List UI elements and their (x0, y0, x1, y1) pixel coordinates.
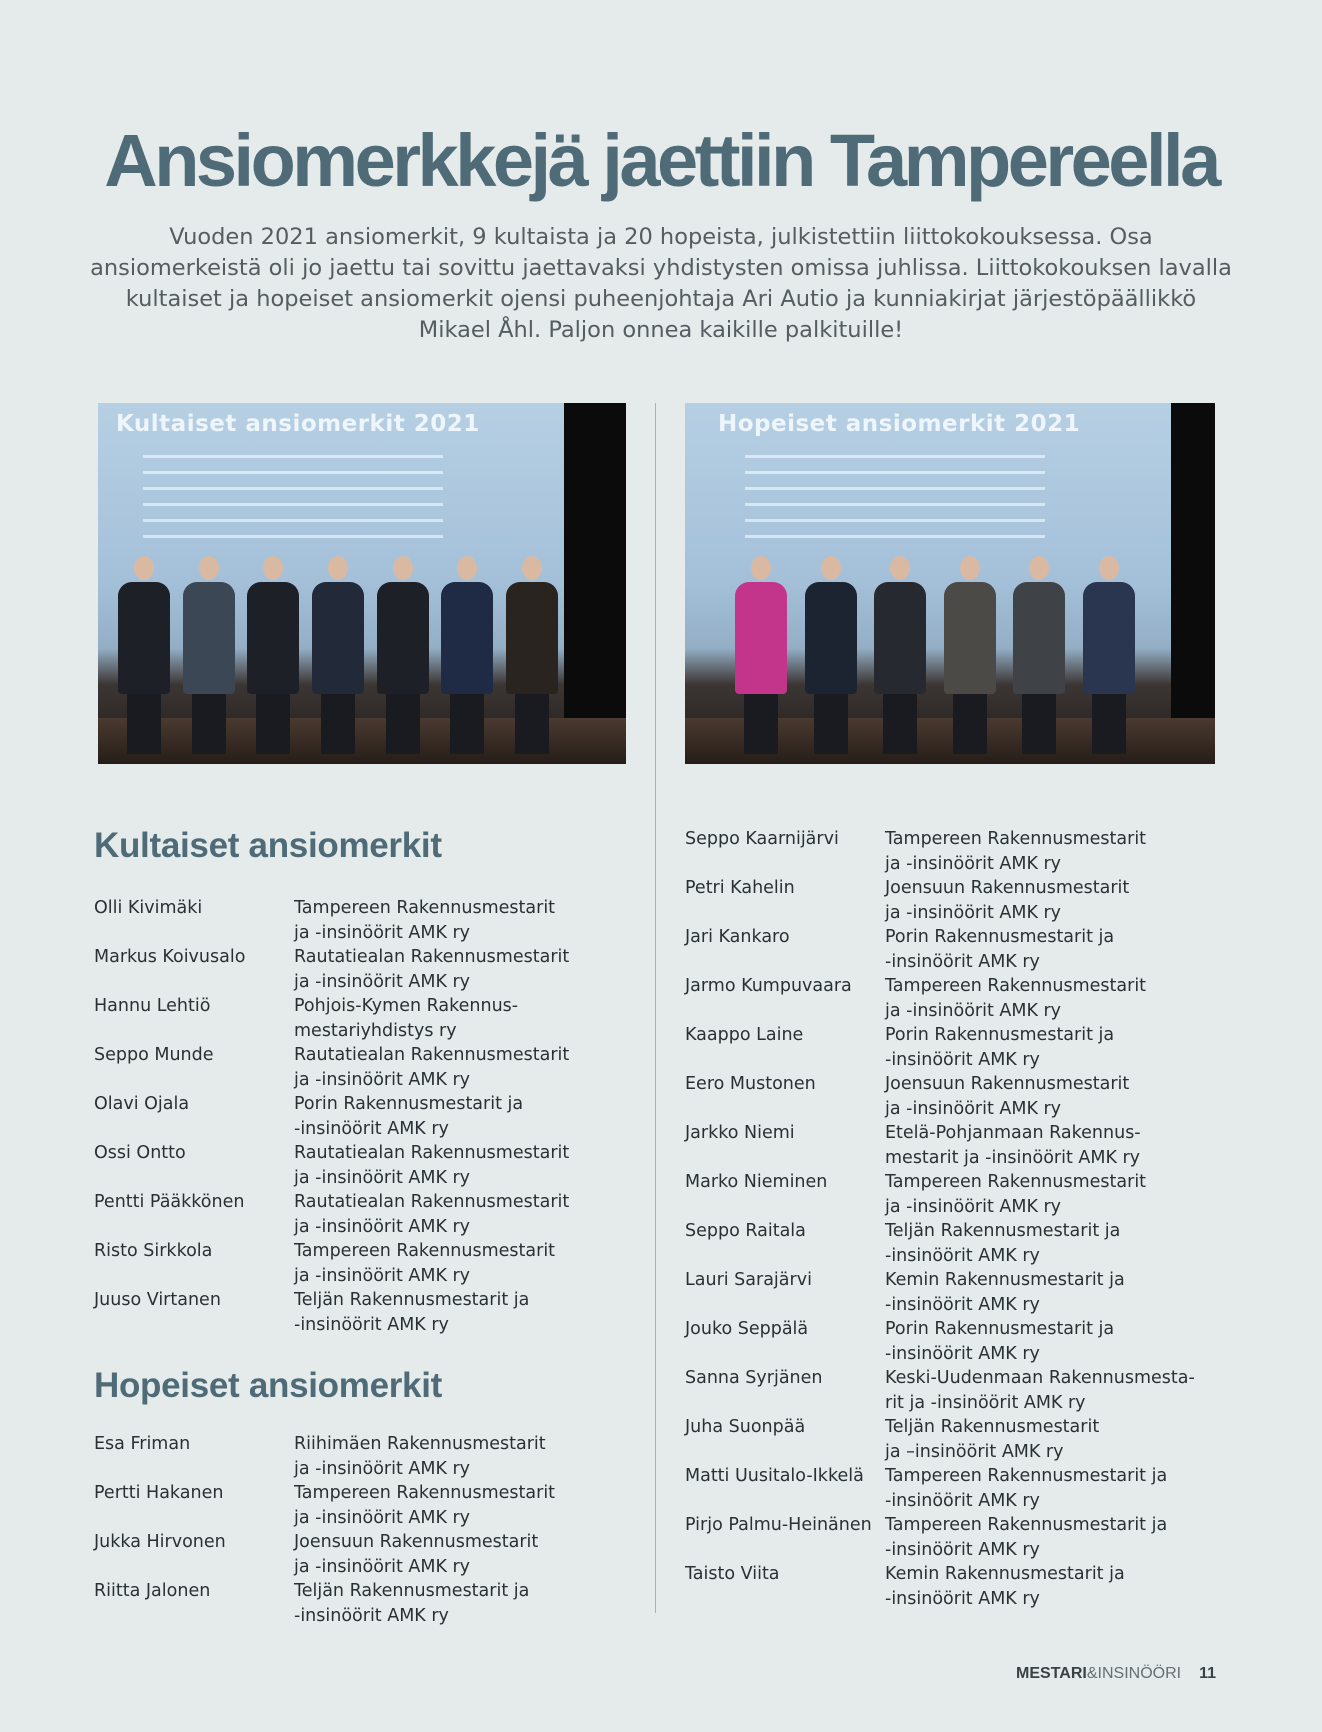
recipient-name: Jarmo Kumpuvaara (685, 976, 852, 996)
recipient-association (294, 1579, 614, 1628)
association-line-2: -insinöörit AMK ry (885, 951, 1040, 972)
recipient-association (885, 1366, 1225, 1415)
association-line-1: Pohjois-Kymen Rakennus- (294, 996, 519, 1016)
association-line-2: ja -insinöörit AMK ry (294, 971, 471, 992)
people-group (735, 544, 1135, 754)
recipient-name: Sanna Syrjänen (685, 1368, 823, 1388)
association-line-1: Rautatiealan Rakennusmestarit (294, 947, 570, 967)
association-line-2: -insinöörit AMK ry (885, 1049, 1040, 1070)
association-line-1: Etelä-Pohjanmaan Rakennus- (885, 1123, 1141, 1143)
association-line-2: -insinöörit AMK ry (294, 1314, 449, 1335)
recipient-association (885, 1464, 1225, 1513)
association-line-1: Porin Rakennusmestarit ja (294, 1094, 524, 1114)
recipient-association (885, 1513, 1225, 1562)
person-figure (805, 556, 857, 754)
association-line-1: Joensuun Rakennusmestarit (885, 1074, 1130, 1094)
association-line-1: Tampereen Rakennusmestarit ja (885, 1466, 1168, 1486)
list-item (94, 1481, 614, 1530)
association-line-2: ja -insinöörit AMK ry (885, 1196, 1062, 1217)
association-line-1: Teljän Rakennusmestarit ja (294, 1581, 530, 1601)
list-item (685, 974, 1225, 1023)
recipient-association (885, 1072, 1225, 1121)
association-line-1: Tampereen Rakennusmestarit (294, 1483, 556, 1503)
association-line-1: Tampereen Rakennusmestarit (885, 829, 1147, 849)
recipient-association (294, 1288, 614, 1337)
association-line-1: Keski-Uudenmaan Rakennusmesta- (885, 1368, 1195, 1388)
association-line-2: ja -insinöörit AMK ry (885, 1000, 1062, 1021)
recipient-name: Pirjo Palmu-Heinänen (685, 1515, 872, 1535)
person-figure (944, 556, 996, 754)
association-line-1: Rautatiealan Rakennusmestarit (294, 1045, 570, 1065)
recipient-association (885, 1415, 1225, 1464)
association-line-1: Tampereen Rakennusmestarit (294, 898, 556, 918)
list-item (685, 876, 1225, 925)
recipient-name: Pentti Pääkkönen (94, 1192, 245, 1212)
recipient-name: Juuso Virtanen (94, 1290, 221, 1310)
list-item (685, 1562, 1225, 1611)
silver-list-right (685, 827, 1225, 1611)
recipient-association (294, 896, 614, 945)
recipient-name: Riitta Jalonen (94, 1581, 211, 1601)
recipient-name: Kaappo Laine (685, 1025, 804, 1045)
recipient-association (885, 1562, 1225, 1611)
recipient-association (294, 1239, 614, 1288)
association-line-1: Teljän Rakennusmestarit (885, 1417, 1100, 1437)
recipient-association (294, 1530, 614, 1579)
photo-silver-recipients (685, 403, 1215, 764)
list-item (685, 1268, 1225, 1317)
recipient-association (294, 1043, 614, 1092)
association-line-2: ja -insinöörit AMK ry (294, 1069, 471, 1090)
recipient-name: Pertti Hakanen (94, 1483, 224, 1503)
slide-text-lines (143, 455, 443, 551)
recipient-name: Seppo Munde (94, 1045, 214, 1065)
recipient-association (294, 1481, 614, 1530)
heading-gold: Kultaiset ansiomerkit (94, 826, 442, 865)
association-line-1: Rautatiealan Rakennusmestarit (294, 1143, 570, 1163)
list-item (685, 1464, 1225, 1513)
list-item (685, 1072, 1225, 1121)
list-item (685, 1317, 1225, 1366)
page-title: Ansiomerkkejä jaettiin Tampereella (104, 119, 1218, 202)
association-line-2: ja -insinöörit AMK ry (294, 1556, 471, 1577)
association-line-2: ja -insinöörit AMK ry (294, 1265, 471, 1286)
list-item (94, 1432, 614, 1481)
person-figure (118, 556, 170, 754)
association-line-2: -insinöörit AMK ry (885, 1539, 1040, 1560)
association-line-1: Rautatiealan Rakennusmestarit (294, 1192, 570, 1212)
association-line-1: Porin Rakennusmestarit ja (885, 1319, 1115, 1339)
association-line-2: rit ja -insinöörit AMK ry (885, 1392, 1086, 1413)
association-line-2: ja -insinöörit AMK ry (294, 1507, 471, 1528)
association-line-2: ja –insinöörit AMK ry (885, 1441, 1064, 1462)
footer (1016, 1665, 1216, 1683)
association-line-2: ja -insinöörit AMK ry (885, 902, 1062, 923)
person-figure (735, 556, 787, 754)
footer-brand: MESTARI (1016, 1665, 1087, 1682)
person-figure (183, 556, 235, 754)
photo-gold-recipients (98, 403, 626, 764)
list-item (94, 1239, 614, 1288)
silver-list-left (94, 1432, 614, 1628)
association-line-2: -insinöörit AMK ry (885, 1245, 1040, 1266)
recipient-association (294, 1092, 614, 1141)
slide-text-lines (745, 455, 1045, 551)
recipient-association (885, 876, 1225, 925)
association-line-2: ja -insinöörit AMK ry (885, 1098, 1062, 1119)
recipient-association (294, 1141, 614, 1190)
association-line-2: mestarit ja -insinöörit AMK ry (885, 1147, 1141, 1168)
gold-list (94, 896, 614, 1337)
recipient-association (885, 1268, 1225, 1317)
recipient-association (885, 1219, 1225, 1268)
association-line-2: ja -insinöörit AMK ry (885, 853, 1062, 874)
recipient-association (294, 945, 614, 994)
list-item (685, 827, 1225, 876)
association-line-1: Riihimäen Rakennusmestarit (294, 1434, 546, 1454)
recipient-name: Esa Friman (94, 1434, 191, 1454)
list-item (94, 1092, 614, 1141)
recipient-name: Jari Kankaro (685, 927, 790, 947)
slide-title-silver: Hopeiset ansiomerkit 2021 (718, 411, 1081, 437)
stage-curtain (564, 403, 626, 764)
association-line-2: -insinöörit AMK ry (885, 1343, 1040, 1364)
page-number: 11 (1199, 1665, 1216, 1682)
association-line-1: Tampereen Rakennusmestarit (885, 976, 1147, 996)
association-line-1: Porin Rakennusmestarit ja (885, 1025, 1115, 1045)
recipient-name: Juha Suonpää (685, 1417, 806, 1437)
association-line-2: -insinöörit AMK ry (294, 1605, 449, 1626)
association-line-1: Tampereen Rakennusmestarit ja (885, 1515, 1168, 1535)
recipient-association (885, 1023, 1225, 1072)
list-item (685, 1170, 1225, 1219)
association-line-1: Kemin Rakennusmestarit ja (885, 1564, 1125, 1584)
association-line-1: Tampereen Rakennusmestarit (885, 1172, 1147, 1192)
intro-paragraph: Vuoden 2021 ansiomerkit, 9 kultaista ja 20 hopeista, julkistettiin liittokokouksessa. Osa ansiomerkeistä oli jo jaettu tai sovittu jaettavaksi yhdistysten omissa juhlissa. Liittokokouksen lavalla kultaiset ja hopeiset ansiomerkit ojensi puheenjohtaja Ari Autio ja kunniakirjat järjestöpäällikkö Mikael Åhl. Paljon onnea kaikille palkituille! (90, 224, 1232, 343)
recipient-name: Ossi Ontto (94, 1143, 186, 1163)
association-line-2: ja -insinöörit AMK ry (294, 1167, 471, 1188)
list-item (94, 994, 614, 1043)
list-item (685, 925, 1225, 974)
list-item (94, 945, 614, 994)
association-line-1: Teljän Rakennusmestarit ja (885, 1221, 1121, 1241)
list-item (685, 1121, 1225, 1170)
people-group (118, 544, 558, 754)
column-divider (655, 403, 656, 1613)
association-line-2: mestariyhdistys ry (294, 1020, 457, 1041)
person-figure (377, 556, 429, 754)
association-line-2: ja -insinöörit AMK ry (294, 922, 471, 943)
footer-brand-suffix: &INSINÖÖRI (1086, 1665, 1182, 1682)
recipient-name: Seppo Kaarnijärvi (685, 829, 839, 849)
stage-curtain (1171, 403, 1215, 764)
list-item (685, 1415, 1225, 1464)
association-line-1: Teljän Rakennusmestarit ja (294, 1290, 530, 1310)
recipient-name: Matti Uusitalo-Ikkelä (685, 1466, 864, 1486)
list-item (685, 1513, 1225, 1562)
recipient-association (885, 1121, 1225, 1170)
recipient-association (885, 1170, 1225, 1219)
recipient-name: Jukka Hirvonen (94, 1532, 226, 1552)
recipient-association (885, 1317, 1225, 1366)
list-item (94, 1579, 614, 1628)
association-line-2: ja -insinöörit AMK ry (294, 1216, 471, 1237)
person-figure (874, 556, 926, 754)
association-line-1: Kemin Rakennusmestarit ja (885, 1270, 1125, 1290)
list-item (94, 1141, 614, 1190)
person-figure (312, 556, 364, 754)
association-line-1: Joensuun Rakennusmestarit (294, 1532, 539, 1552)
recipient-association (294, 994, 614, 1043)
association-line-1: Joensuun Rakennusmestarit (885, 878, 1130, 898)
recipient-association (294, 1432, 614, 1481)
list-item (94, 1043, 614, 1092)
recipient-association (885, 925, 1225, 974)
list-item (685, 1366, 1225, 1415)
recipient-name: Jouko Seppälä (685, 1319, 809, 1339)
list-item (94, 1190, 614, 1239)
association-line-2: -insinöörit AMK ry (885, 1294, 1040, 1315)
recipient-name: Jarkko Niemi (685, 1123, 795, 1143)
association-line-2: -insinöörit AMK ry (294, 1118, 449, 1139)
recipient-name: Hannu Lehtiö (94, 996, 211, 1016)
recipient-name: Risto Sirkkola (94, 1241, 213, 1261)
person-figure (1083, 556, 1135, 754)
recipient-name: Taisto Viita (685, 1564, 780, 1584)
person-figure (506, 556, 558, 754)
association-line-1: Tampereen Rakennusmestarit (294, 1241, 556, 1261)
association-line-2: -insinöörit AMK ry (885, 1490, 1040, 1511)
person-figure (1013, 556, 1065, 754)
person-figure (441, 556, 493, 754)
recipient-name: Lauri Sarajärvi (685, 1270, 812, 1290)
recipient-name: Seppo Raitala (685, 1221, 806, 1241)
association-line-1: Porin Rakennusmestarit ja (885, 927, 1115, 947)
association-line-2: ja -insinöörit AMK ry (294, 1458, 471, 1479)
recipient-association (885, 974, 1225, 1023)
list-item (94, 1288, 614, 1337)
list-item (685, 1219, 1225, 1268)
recipient-name: Eero Mustonen (685, 1074, 816, 1094)
list-item (685, 1023, 1225, 1072)
recipient-name: Petri Kahelin (685, 878, 795, 898)
association-line-2: -insinöörit AMK ry (885, 1588, 1040, 1609)
recipient-name: Olli Kivimäki (94, 898, 203, 918)
recipient-name: Olavi Ojala (94, 1094, 190, 1114)
list-item (94, 896, 614, 945)
list-item (94, 1530, 614, 1579)
recipient-name: Markus Koivusalo (94, 947, 246, 967)
person-figure (247, 556, 299, 754)
recipient-association (294, 1190, 614, 1239)
recipient-association (885, 827, 1225, 876)
heading-silver: Hopeiset ansiomerkit (94, 1366, 442, 1405)
slide-title-gold: Kultaiset ansiomerkit 2021 (116, 411, 480, 437)
recipient-name: Marko Nieminen (685, 1172, 828, 1192)
